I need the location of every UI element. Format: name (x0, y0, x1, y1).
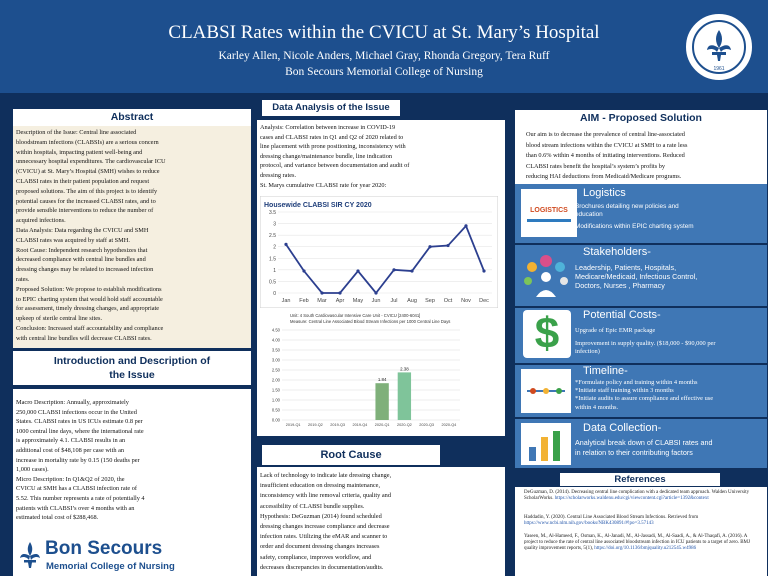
x-tick-label: Apr (335, 298, 345, 304)
y-tick-label: 4.50 (271, 327, 280, 333)
data-label: 2.38 (400, 366, 409, 372)
intro-line: Macro Description: Annually, approximately (16, 399, 129, 406)
y-tick-label: 1.5 (269, 256, 276, 263)
aim-line: than 0.6% within 4 months of initiating interventions. Reduced (526, 152, 685, 160)
abstract-heading: Abstract (110, 111, 154, 123)
data-point (482, 269, 485, 272)
abstract-panel (13, 126, 251, 348)
reference-item (524, 515, 752, 527)
cvicu-clabsi-bar-chart (260, 310, 498, 434)
data-point (446, 244, 449, 247)
abstract-line: CLABSI rates in their patient population and request (16, 178, 150, 185)
y-tick-label: 0.5 (269, 279, 276, 286)
card-costs-title: Potential Costs- (583, 309, 661, 321)
root-cause-panel (257, 467, 505, 576)
reference-text: Yaseen, M., Al-Hameed, F., Osman, K., Al-Janadi, M., Al-Jassadi, M., Al-Saadi, A., & Al-Thaqafi, A. (2016). A project to reduce the rate of central line associated bloodstream infection in ICU patients to a target of zero. BMJ quality improvement reports, 5(1), (524, 534, 750, 552)
data-analysis-line: cases and CLABSI rates in Q1 and Q2 of 2020 related to (260, 133, 404, 141)
root-cause-line: Hypothesis: DeGuzman (2014) found scheduled (260, 512, 382, 520)
abstract-line: Proposed Solution: We propose to establish modifications (16, 285, 162, 293)
y-tick-label: 2.5 (269, 233, 276, 240)
abstract-line: within hospitals, impacting patient well-being and (16, 148, 143, 156)
x-tick-label: Mar (317, 298, 327, 304)
x-tick-label: 2020-Q2 (396, 423, 412, 427)
intro-line: additional cost of $48,108 per case with an (16, 447, 125, 454)
intro-heading-line1: Introduction and Description of (53, 355, 211, 367)
abstract-line: to EPIC charting system that would hold staff accountable (16, 295, 163, 303)
card-stakeholders-line: Doctors, Nurses , Pharmacy (575, 281, 665, 290)
card-timeline-title: Timeline- (583, 365, 628, 377)
abstract-line: provide sensible interventions to reduce the number of (16, 207, 154, 215)
x-tick-label: Sep (425, 298, 435, 304)
intro-heading-bar (13, 351, 251, 385)
y-tick-label: 2 (273, 244, 276, 251)
aim-line: blood stream infections within the CVICU at SMH to a rate less (526, 141, 688, 149)
abstract-line: Conclusion: Increased staff accountability and compliance (16, 325, 164, 332)
y-tick-label: 1 (273, 267, 276, 274)
reference-link[interactable]: https://www.ncbi.nlm.nih.gov/books/NBK430891/#!po=3.57143 (524, 521, 654, 527)
data-chart-icon (521, 423, 571, 465)
y-tick-label: 3 (273, 221, 276, 228)
x-tick-label: May (352, 298, 364, 304)
abstract-line: CLABSI rates was acquired by staff at SMH. (16, 236, 130, 244)
x-tick-label: Jun (371, 298, 381, 304)
x-tick-label: 2019-Q2 (307, 423, 323, 427)
root-cause-line: safety, compliance, improves workflow, and (260, 553, 372, 561)
reference-link[interactable]: https://doi.org/10.1136/bmjquality.u212545.w4986 (594, 546, 697, 552)
card-costs-line: infection) (575, 348, 600, 355)
bar (398, 372, 411, 420)
x-tick-label: 2019-Q4 (352, 423, 368, 427)
y-tick-label: 2.00 (271, 377, 280, 383)
data-point (428, 245, 431, 248)
intro-line: 1000 central line days, where the international rate (16, 427, 144, 435)
card-timeline-line: within 4 months. (575, 404, 619, 411)
card-logistics-line: education (575, 211, 603, 218)
abstract-line: upkeep of sterile central line sites. (16, 315, 103, 323)
timeline-icon (521, 369, 571, 413)
card-stakeholders (515, 245, 767, 306)
aim-heading-bar (515, 110, 767, 127)
card-logistics-line: Modifications within EPIC charting system (575, 223, 694, 230)
header-banner (0, 0, 768, 93)
intro-line: States. CLABSI rates in US ICUs estimate 0.8 per (16, 418, 143, 426)
housewide-sir-chart (260, 196, 498, 308)
chart-title: Housewide CLABSI SIR CY 2020 (264, 202, 372, 209)
data-analysis-panel (257, 120, 505, 436)
x-tick-label: Jul (390, 298, 398, 304)
abstract-line: for assessment, timely dressing changes, and appropriate (16, 305, 160, 313)
y-tick-label: 3.50 (271, 347, 280, 353)
intro-line: CVICU at SMH has a CLABSI infection rate of (16, 485, 138, 493)
aim-heading: AIM - Proposed Solution (580, 112, 702, 124)
x-tick-label: Nov (461, 298, 471, 304)
x-tick-label: Jan (281, 298, 291, 304)
abstract-line: potential causes for the increased CLABSI rates, and to (16, 197, 156, 205)
poster-title: CLABSI Rates within the CVICU at St. Mary’s Hospital (168, 22, 600, 43)
data-point (392, 268, 395, 271)
logistics-thumbnail (521, 189, 577, 237)
intro-panel (13, 389, 251, 576)
abstract-line: bloodstream infections (CLABSIs) are a serious concern (16, 138, 159, 146)
abstract-line: proposed solutions. The aim of this project is to identify (16, 187, 158, 195)
intro-line: increase in mortality rate by 0.15 (150 deaths per (16, 456, 140, 464)
y-tick-label: 3.00 (271, 357, 280, 363)
data-point (284, 243, 287, 246)
bar (375, 383, 388, 420)
x-tick-label: 2019-Q1 (285, 423, 301, 427)
data-analysis-line: St. Marys cumulative CLABSI rate for year 2020: (260, 181, 387, 189)
abstract-line: dressing changes may be related to increased infection (16, 266, 154, 274)
data-point (320, 291, 323, 294)
data-point (374, 291, 377, 294)
abstract-line: (CVICU) at St. Mary’s Hospital (SMH) wishes to reduce (16, 168, 160, 176)
bon-secours-logo-icon (17, 540, 43, 570)
root-cause-line: dressing changes increase compliance and decrease (260, 523, 390, 530)
card-costs-line: Improvement in supply quality. ($18,000 - $90,000 per (575, 340, 716, 347)
y-tick-label: 0.50 (271, 407, 280, 413)
x-tick-label: 2020-Q1 (374, 423, 390, 427)
card-data-collection-line: in relation to their contributing factors (575, 448, 693, 457)
card-costs-line: Upgrade of Epic EMR package (575, 327, 656, 334)
data-point (338, 291, 341, 294)
aim-panel (515, 127, 767, 187)
reference-text: Haddadin, Y. (2020). Central Line Associated Blood Stream Infections. Retrieved from (524, 515, 699, 520)
data-point (356, 269, 359, 272)
data-analysis-line: Analysis: Correlation between increase in COVID-19 (260, 124, 396, 131)
references-panel (515, 487, 767, 576)
data-analysis-line: line placement with prone positioning, inconsistency with (260, 143, 406, 151)
aim-line: CLABSI rates benefit the hospital’s system’s profits by (526, 162, 666, 170)
references-heading-bar (560, 473, 720, 486)
x-tick-label: Feb (299, 298, 309, 304)
card-data-collection-line: Analytical break down of CLABSI rates and (575, 438, 713, 447)
abstract-line: Description of the Issue: Central line associated (16, 129, 137, 136)
aim-line: reducing HAI deductions from Medicaid/Medicare programs. (526, 173, 682, 181)
card-logistics-title: Logistics (583, 187, 626, 199)
x-tick-label: Aug (407, 298, 417, 304)
data-point (302, 269, 305, 272)
abstract-line: Data Analysis: Data regarding the CVICU and SMH (16, 227, 149, 234)
intro-heading-line2: the Issue (109, 369, 155, 381)
card-logistics-line: Brochures detailing new policies and (575, 203, 679, 210)
abstract-line: with central line bundles will decrease CLABSI rates. (16, 334, 152, 342)
x-tick-label: 2020-Q4 (441, 423, 457, 427)
card-timeline-line: *Formulate policy and training within 4 months (575, 379, 698, 386)
chart-frame (260, 196, 498, 308)
data-analysis-heading: Data Analysis of the Issue (272, 102, 390, 113)
x-tick-label: Oct (443, 298, 453, 304)
chart-title-line: Unit: 4 South Cardiovascular Intensive Care Unit - CVICU [2400-6041] (290, 313, 421, 318)
data-label: 1.84 (377, 377, 387, 383)
seal-year: 1961 (713, 66, 725, 72)
y-tick-label: 4.00 (271, 337, 280, 343)
x-tick-label: Dec (479, 298, 489, 304)
people-icon (518, 251, 574, 301)
y-tick-label: 0 (273, 291, 276, 297)
card-data-collection-title: Data Collection- (583, 422, 662, 434)
card-timeline (515, 365, 767, 417)
chart-title-line: Measure: Central Line Associated Blood Stream Infections per 1000 Central Line Days (290, 319, 451, 324)
reference-text: DeGuzman, D. (2014). Decreasing central line complication with a dedicated team approach. Walden University ScholarWorks. (524, 490, 750, 502)
y-tick-label: 0.00 (271, 417, 280, 423)
y-tick-label: 1.50 (271, 387, 280, 393)
intro-line: 1,000 cases). (16, 466, 49, 474)
y-tick-label: 2.50 (271, 367, 280, 373)
logistics-thumb-label: LOGISTICS (530, 207, 568, 214)
x-tick-label: 2020-Q3 (419, 423, 435, 427)
data-point (464, 224, 467, 227)
abstract-line: unnecessary hospital expenditures. The cardiovascular ICU (16, 158, 166, 166)
data-analysis-line: protocol, and variance between documentation and audit of (260, 162, 410, 170)
root-cause-heading-bar (262, 445, 440, 465)
root-cause-line: inconsistency with line removal criteria, quality and (260, 492, 391, 500)
references-heading: References (614, 474, 666, 485)
data-analysis-line: dressing rates. (260, 172, 297, 179)
intro-line: is approximately 4.1. CLABSI results in an (16, 437, 126, 445)
card-stakeholders-line: Medicare/Medicaid, Infectious Control, (575, 272, 698, 281)
intro-line: 250,000 CLABSI infections occur in the United (16, 408, 137, 416)
y-tick-label: 1.00 (271, 397, 280, 403)
abstract-line: acquired infections. (16, 217, 66, 225)
reference-item (524, 534, 752, 553)
card-stakeholders-title: Stakeholders- (583, 246, 651, 258)
aim-line: Our aim is to decrease the prevalence of central line-associated (526, 131, 685, 138)
abstract-line: Root Cause: Independent research hypothesizes that (16, 246, 148, 254)
card-data-collection (515, 419, 767, 468)
authors: Karley Allen, Nicole Anders, Michael Gray, Rhonda Gregory, Tera Ruff (218, 50, 550, 62)
dollar-icon: $ (523, 310, 571, 358)
root-cause-line: Lack of technology to indicate late dressing change, (260, 472, 392, 479)
data-point (410, 269, 413, 272)
intro-line: Micro Description: In Q1&Q2 of 2020, the (16, 475, 125, 483)
card-stakeholders-line: Leadership, Patients, Hospitals, (575, 263, 677, 272)
logo-wordmark: Bon Secours (45, 538, 163, 559)
root-cause-heading: Root Cause (320, 449, 382, 461)
card-timeline-line: *Initiate staff training within 3 months (575, 387, 674, 394)
abstract-heading-bar (13, 109, 251, 126)
intro-line: patients with CLABSI’s over 4 months with an (16, 504, 135, 512)
abstract-line: decreased compliance with central line bundles and (16, 256, 146, 264)
root-cause-line: order and document dressing changes increases (260, 543, 380, 551)
root-cause-line: decreases discrepancies in documentation/audits. (260, 563, 384, 571)
x-tick-label: 2019-Q3 (330, 423, 346, 427)
data-analysis-line: dressing change/maintenance bundle, line indication (260, 152, 393, 160)
root-cause-line: insufficient education on dressing maintenance, (260, 482, 381, 490)
college-seal (684, 12, 754, 82)
root-cause-line: infection rates. Utilizing the eMAR and scanner to (260, 533, 388, 541)
reference-item (524, 490, 752, 502)
card-costs (515, 308, 767, 363)
data-analysis-heading-bar (262, 100, 400, 116)
logo-subtitle: Memorial College of Nursing (46, 561, 175, 572)
y-tick-label: 3.5 (269, 210, 276, 216)
root-cause-line: accessibility of CLABSI bundle supplies. (260, 502, 365, 510)
intro-line: 5.52. This number represents a rate of potentially 4 (16, 495, 145, 502)
reference-link[interactable]: https://scholarworks.waldenu.edu/cgi/viewcontent.cgi?article=1392&context (554, 496, 709, 502)
card-timeline-line: *Initiate audits to assure compliance and effective use (575, 395, 714, 402)
college-name: Bon Secours Memorial College of Nursing (285, 66, 483, 78)
thumb-stripe (527, 219, 571, 222)
intro-line: estimated total cost of $288,468. (16, 514, 99, 522)
card-logistics (515, 184, 767, 243)
abstract-line: rates. (16, 276, 30, 283)
